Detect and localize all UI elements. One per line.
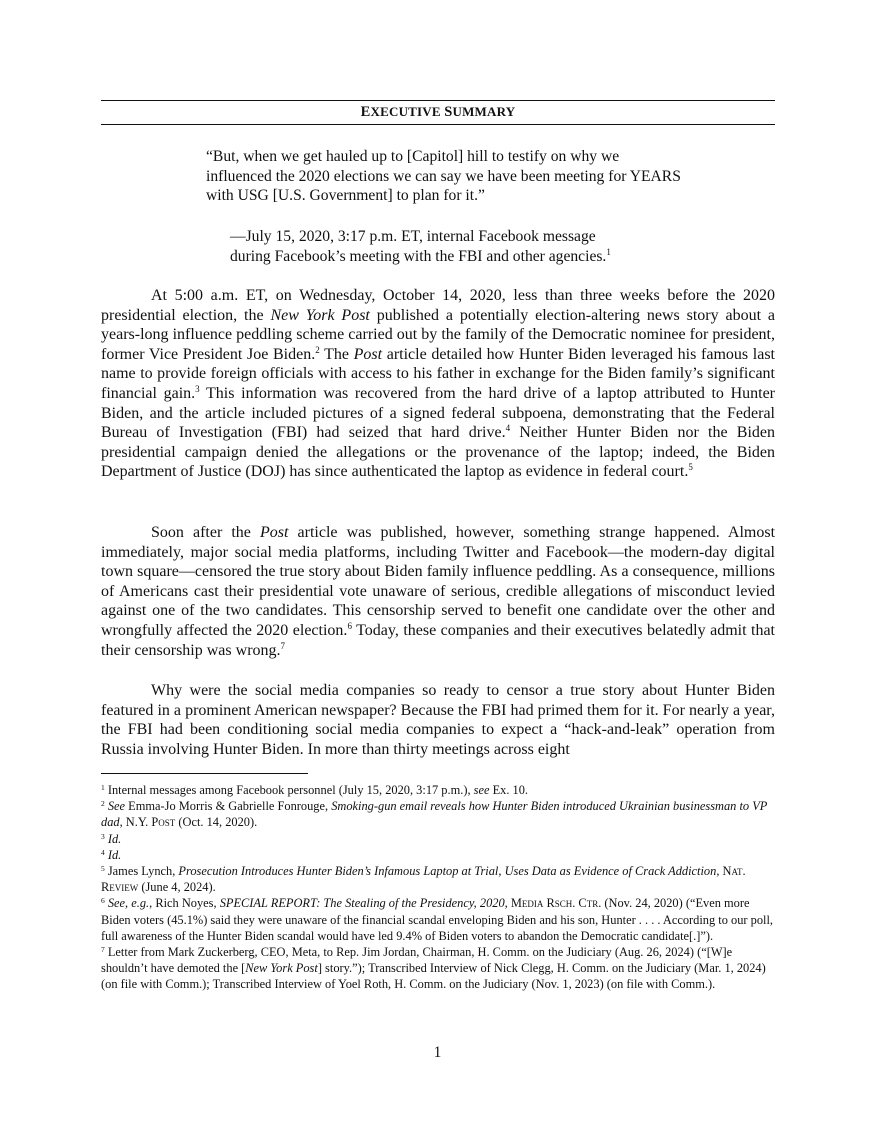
body-paragraph-2: Soon after the Post article was published, however, something strange happened. Almost immediately, major social media platforms, including Twitter and Facebook—the modern-day digital town square—censored the true story about Biden family influence peddling. As a consequence, millions of Americans cast their presidential vote unaware of serious, credible allegations of misconduct levied against one of the two candidates. This censorship served to benefit one candidate over the other and wrongfully affected the 2020 election.$^6$ Today, these companies and their executives belatedly admit that their censorship was wrong.$^7$	[101, 524, 776, 659]
footnote-ref: 4	[505, 423, 511, 434]
section-heading: EXECUTIVE SUMMARY	[360, 104, 516, 120]
footnote-ref: 1	[606, 246, 611, 257]
footnote-5: $^5$ James Lynch, Prosecution Introduces Hunter Biden’s Infamous Laptop at Trial, Uses Data as Evidence of Crack Addiction, Nat. Review (June 4, 2024).	[101, 864, 746, 895]
footnote-2: $^2$ See Emma-Jo Morris & Gabrielle Fonrouge, Smoking-gun email reveals how Hunter Biden introduced Ukrainian businessman to VP dad, N.Y. Post (Oct. 14, 2020).	[101, 799, 768, 830]
epigraph-attribution	[230, 227, 690, 266]
footnote-7: $^7$ Letter from Mark Zuckerberg, CEO, Meta, to Rep. Jim Jordan, Chairman, H. Comm. on the Judiciary (Aug. 26, 2024) (“[W]e shouldn’t have demoted the [New York Post] story.”); Transcribed Interview of Nick Clegg, H. Comm. on the Judiciary (Mar. 1, 2024) (on file with Comm.); Transcribed Interview of Yoel Roth, H. Comm. on the Judiciary (Nov. 1, 2023) (on file with Comm.).	[101, 945, 766, 992]
page-number: 1	[433, 1044, 442, 1061]
body-paragraph-3: Why were the social media companies so ready to censor a true story about Hunter Biden featured in a prominent American newspaper? Because the FBI had primed them for it. For nearly a year, the FBI had been conditioning social media companies to expect a “hack-and-leak” operation from Russia involving Hunter Biden. In more than thirty meetings across eight	[101, 682, 775, 758]
attribution-line: during Facebook’s meeting with the FBI and other agencies.	[230, 247, 607, 265]
body-paragraph-1: At 5:00 a.m. ET, on Wednesday, October 14, 2020, less than three weeks before the 2020 presidential election, the New York Post published a potentially election-altering news story about a years-long influence peddling scheme carried out by the family of the Democratic nominee for president, former Vice President Joe Biden.$^2$ The Post article detailed how Hunter Biden leveraged his famous last name to provide foreign officials with access to his father in exchange for the Biden family’s significant financial gain.$^3$ This information was recovered from the hard drive of a laptop attributed to Hunter Biden, and the article included pictures of a signed federal subpoena, demonstrating that the Federal Bureau of Investigation (FBI) had seized that hard drive.$^4$ Neither Hunter Biden nor the Biden presidential campaign denied the allegations or the provenance of the laptop; indeed, the Biden Department of Justice (DOJ) has since authenticated the laptop as evidence in federal court.$^5$	[101, 287, 776, 481]
footnote-separator	[101, 773, 308, 774]
footnote-4: $^4$ Id.	[101, 847, 122, 862]
footnote-ref: 2	[315, 344, 320, 355]
top-rule	[101, 100, 775, 101]
footnote-ref: 3	[195, 383, 200, 394]
footnotes	[101, 782, 775, 993]
footnote-6: $^6$ See, e.g., Rich Noyes, SPECIAL REPORT: The Stealing of the Presidency, 2020, Media Rsch. Ctr. (Nov. 24, 2020) (“Even more Biden voters (45.1%) said they were unaware of the financial scandal enveloping Biden and his son, Hunter . . . . According to our poll, full awareness of the Hunter Biden scandal would have led 9.4% of Biden voters to abandon the Democratic candidate[.]”).	[101, 896, 774, 943]
footnote-ref: 7	[280, 640, 286, 651]
heading-bottom-rule	[101, 124, 775, 125]
footnote-ref: 6	[347, 620, 352, 631]
footnote-ref: 5	[688, 462, 693, 473]
footnote-1: $^1$ Internal messages among Facebook personnel (July 15, 2020, 3:17 p.m.), see Ex. 10.	[101, 783, 529, 797]
attribution-line: —July 15, 2020, 3:17 p.m. ET, internal Facebook message	[230, 228, 596, 245]
epigraph-quote: “But, when we get hauled up to [Capitol] hill to testify on why we influenced the 2020 elections we can say we have been meeting for YEARS with USG [U.S. Government] to plan for it.”	[206, 148, 681, 204]
footnote-3: $^3$ Id.	[101, 831, 122, 846]
